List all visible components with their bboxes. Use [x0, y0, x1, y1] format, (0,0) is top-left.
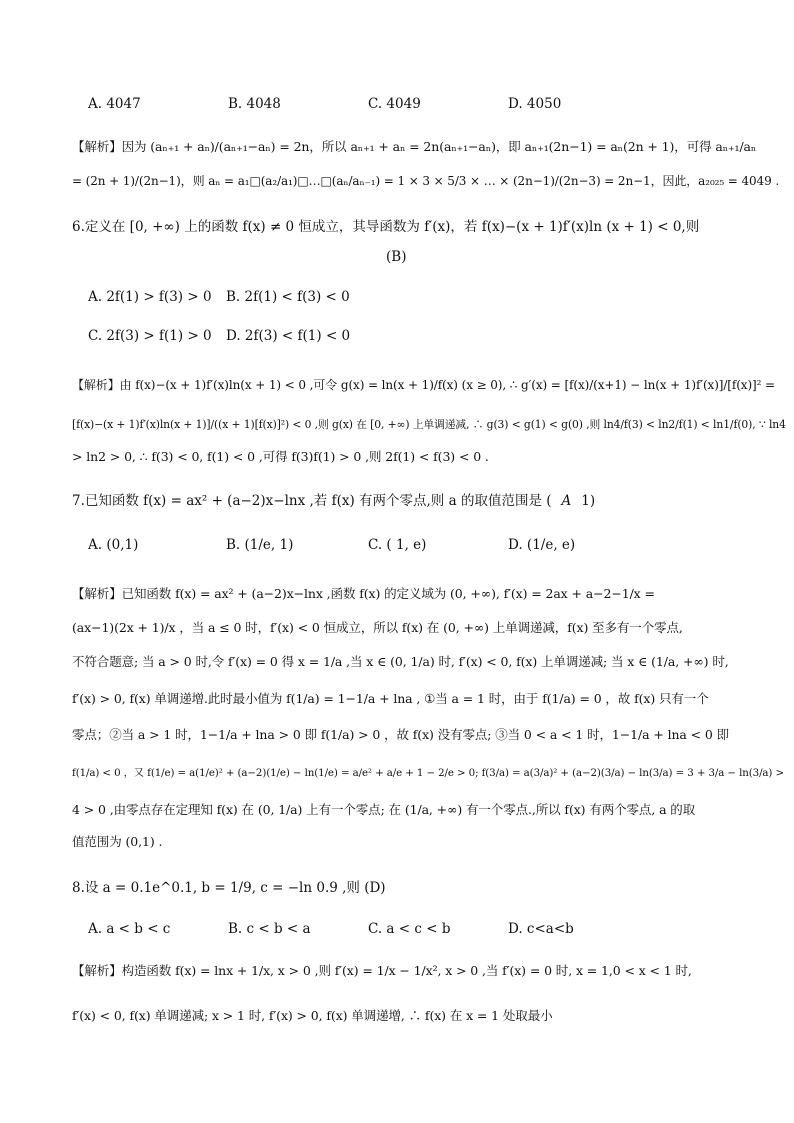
q8-option-b: B. c < b < a	[228, 921, 311, 937]
q8-stem: 8.设 a = 0.1e^0.1, b = 1/9, c = −ln 0.9 ,则 (D)	[72, 880, 386, 896]
q7-analysis-line-1: 【解析】已知函数 f(x) = ax² + (a−2)x−lnx ,函数 f(x) 的定义域为 (0, +∞), f′(x) = 2ax + a−2−1/x =	[72, 586, 655, 601]
q6-option-c: C. 2f(3) > f(1) > 0	[88, 328, 212, 344]
q5-option-b: B. 4048	[228, 96, 281, 112]
q7-analysis-line-4: f′(x) > 0, f(x) 单调递增.此时最小值为 f(1/a) = 1−1/a + lna , ①当 a = 1 时，由于 f(1/a) = 0 ，故 f(x) 只有一个	[72, 691, 709, 706]
q8-analysis-line-2: f′(x) < 0, f(x) 单调递减; x > 1 时, f′(x) > 0, f(x) 单调递增, ∴ f(x) 在 x = 1 处取最小	[72, 1008, 553, 1023]
q7-analysis-line-8: 值范围为 (0,1) .	[72, 834, 163, 849]
q5-analysis-line-1: 【解析】因为 (aₙ₊₁ + aₙ)/(aₙ₊₁−aₙ) = 2n，所以 aₙ₊₁ + aₙ = 2n(aₙ₊₁−aₙ)，即 aₙ₊₁(2n−1) = aₙ(2n + 1)，可得 aₙ₊₁/aₙ	[72, 139, 757, 154]
q8-option-d: D. c<a<b	[508, 921, 574, 937]
q7-analysis-line-3: 不符合题意; 当 a > 0 时,令 f′(x) = 0 得 x = 1/a ,当 x ∈ (0, 1/a) 时, f′(x) < 0, f(x) 上单调递减; 当 x ∈ (1/a, +∞) 时,	[72, 654, 729, 669]
q5-option-c: C. 4049	[368, 96, 421, 112]
q8-analysis-line-1: 【解析】构造函数 f(x) = lnx + 1/x, x > 0 ,则 f′(x) = 1/x − 1/x², x > 0 ,当 f′(x) = 0 时, x = 1,0 < x < 1 时,	[72, 963, 692, 978]
q5-option-a: A. 4047	[88, 96, 141, 112]
q7-analysis-line-6: f(1/a) < 0 ，又 f(1/e) = a(1/e)² + (a−2)(1/e) − ln(1/e) = a/e² + a/e + 1 − 2/e > 0; f(3/a) = a(3/a)² + (a−2)(3/a) − ln(3/a) = 3 + 3/a − ln(3/a) >	[72, 767, 784, 779]
q7-analysis-line-2: (ax−1)(2x + 1)/x ，当 a ≤ 0 时，f′(x) < 0 恒成立，所以 f(x) 在 (0, +∞) 上单调递减，f(x) 至多有一个零点,	[72, 620, 683, 635]
q8-option-c: C. a < c < b	[368, 921, 451, 937]
q6-stem: 6.定义在 [0, +∞) 上的函数 f(x) ≠ 0 恒成立，其导函数为 f′(x)，若 f(x)−(x + 1)f′(x)ln (x + 1) < 0,则	[72, 219, 700, 235]
q7-option-b: B. (1/e, 1)	[226, 537, 294, 553]
q7-option-d: D. (1/e, e)	[508, 537, 576, 553]
q6-answer: (B)	[386, 249, 407, 265]
q7-option-a: A. (0,1)	[88, 537, 139, 553]
q6-analysis-line-1: 【解析】由 f(x)−(x + 1)f′(x)ln(x + 1) < 0 ,可令 g(x) = ln(x + 1)/f(x) (x ≥ 0), ∴ g′(x) = [f(x)/(x+1) − ln(x + 1)f′(x)]/[f(x)]² =	[72, 378, 776, 392]
q5-analysis-line-2: = (2n + 1)/(2n−1)，则 aₙ = a₁□(a₂/a₁)□…□(aₙ/aₙ₋₁) = 1 × 3 × 5/3 × … × (2n−1)/(2n−3) = 2n−1，因此，a₂₀₂₅ = 4049 .	[72, 174, 780, 188]
q7-answer: A	[561, 493, 572, 509]
q6-analysis-line-2: [f(x)−(x + 1)f′(x)ln(x + 1)]/((x + 1)[f(x)]²) < 0 ,则 g(x) 在 [0, +∞) 上单调递减, ∴ g(3) < g(1) < g(0) ,则 ln4/f(3) < ln2/f(1) < ln1/f(0), ∵ ln4	[72, 418, 786, 431]
q6-option-b: B. 2f(1) < f(3) < 0	[226, 289, 350, 305]
q7-analysis-line-5: 零点；②当 a > 1 时，1−1/a + lna > 0 即 f(1/a) > 0 ，故 f(x) 没有零点; ③当 0 < a < 1 时，1−1/a + lna < 0 即	[72, 727, 730, 742]
q6-option-d: D. 2f(3) < f(1) < 0	[226, 328, 351, 344]
q5-option-d: D. 4050	[508, 96, 562, 112]
q6-analysis-line-3: > ln2 > 0, ∴ f(3) < 0, f(1) < 0 ,可得 f(3)f(1) > 0 ,则 2f(1) < f(3) < 0 .	[72, 449, 489, 464]
q8-option-a: A. a < b < c	[88, 921, 171, 937]
q7-stem-row	[72, 490, 595, 512]
q6-option-a: A. 2f(1) > f(3) > 0	[88, 289, 212, 305]
q7-stem: 7.已知函数 f(x) = ax² + (a−2)x−lnx ,若 f(x) 有两个零点,则 a 的取值范围是 (	[72, 493, 552, 509]
q7-analysis-line-7: 4 > 0 ,由零点存在定理知 f(x) 在 (0, 1/a) 上有一个零点; 在 (1/a, +∞) 有一个零点.,所以 f(x) 有两个零点, a 的取	[72, 802, 696, 817]
q7-stem-end: 1)	[581, 493, 596, 509]
q7-option-c: C. ( 1, e)	[368, 537, 427, 553]
